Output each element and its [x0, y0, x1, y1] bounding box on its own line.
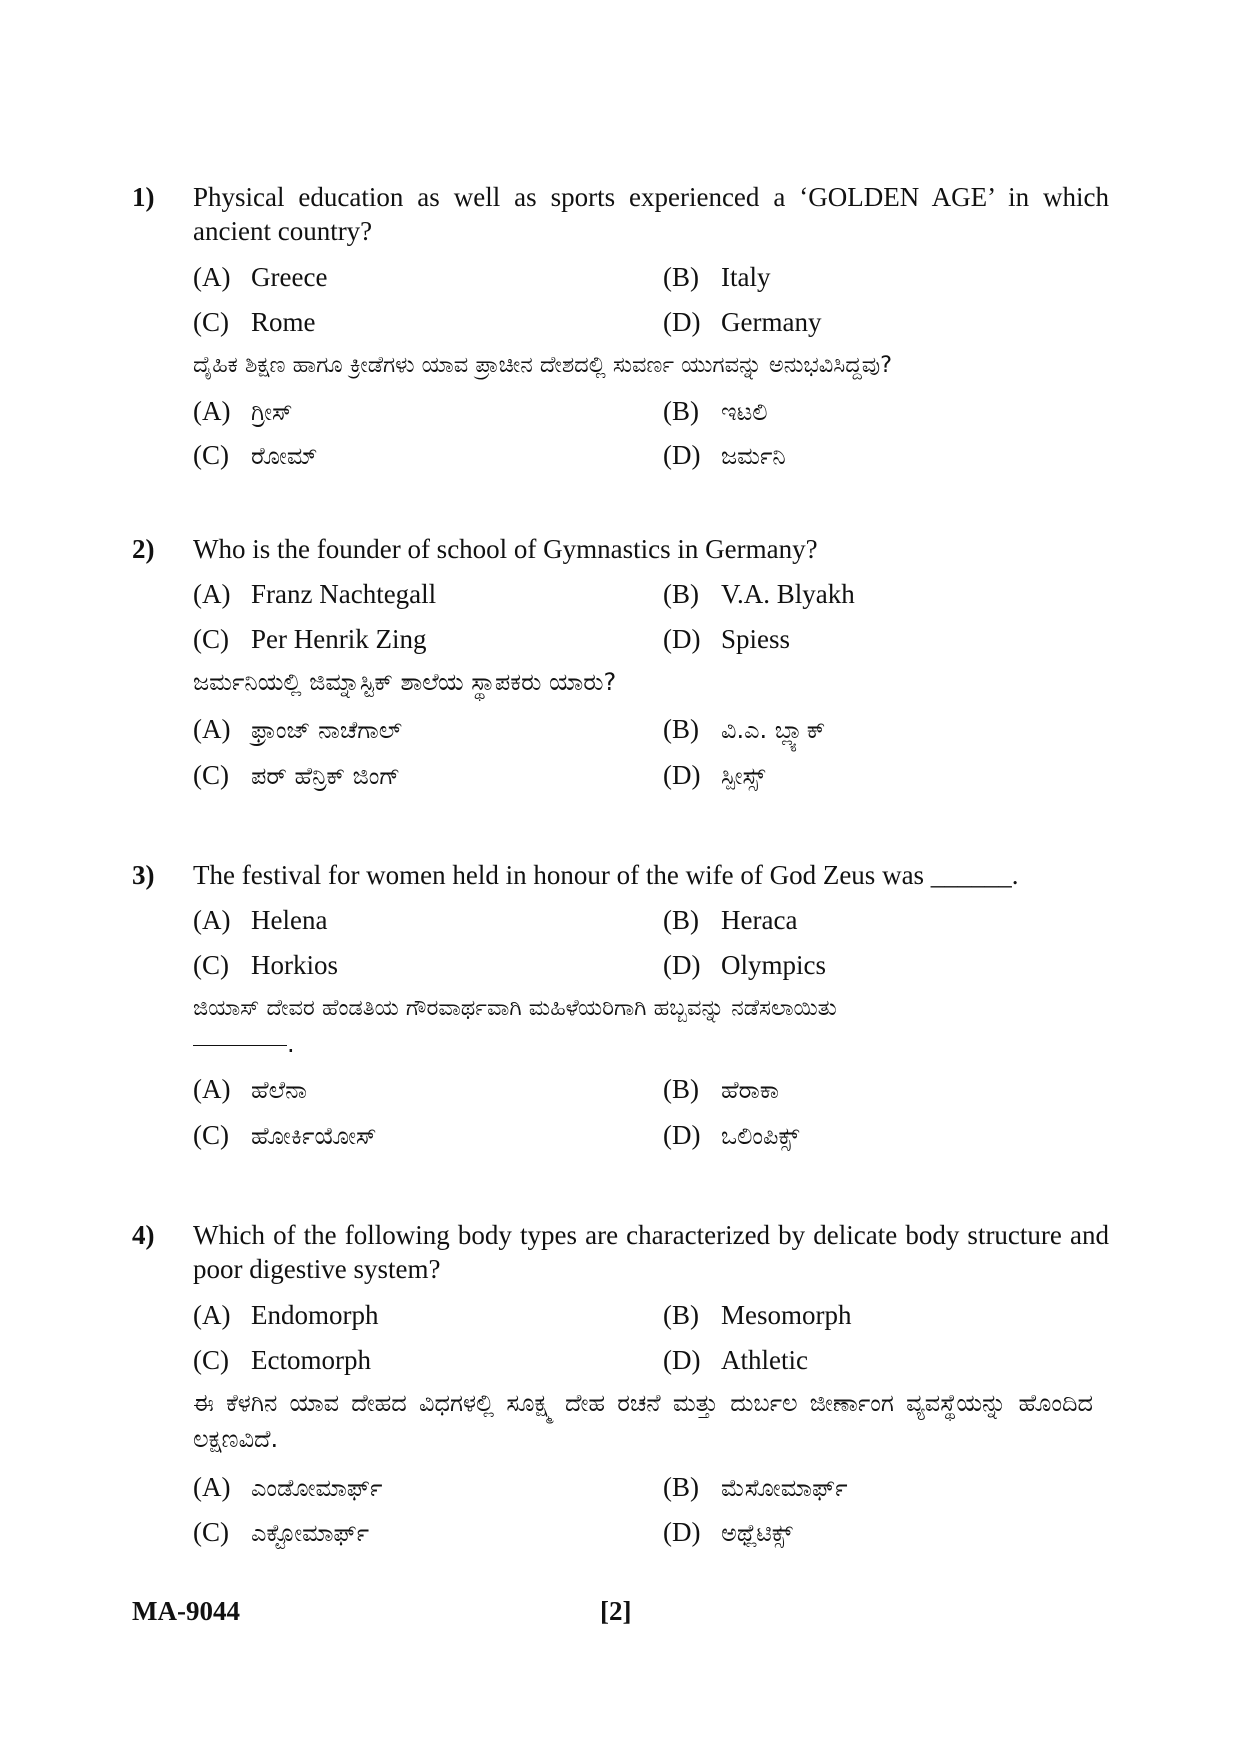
- page-number: [2]: [600, 1596, 632, 1626]
- question-number: 1): [132, 182, 155, 212]
- question-text-kannada: ಈ ಕೆಳಗಿನ ಯಾವ ದೇಹದ ವಿಧಗಳಲ್ಲಿ ಸೂಕ್ಷ್ಮ ದೇಹ ರಚನೆ ಮತ್ತು ದುರ್ಬಲ ಜೀರ್ಣಾಂಗ ವ್ಯವಸ್ಥೆಯನ್ನು ಹೊಂದಿದ ಲಕ್ಷಣವಿದೆ.: [193, 1389, 1093, 1453]
- question-number: 3): [132, 860, 155, 890]
- option-d-kannada: (D) ಒಲಿಂಪಿಕ್ಸ್: [663, 1120, 800, 1150]
- option-a-kannada: (A) ಎಂಡೋಮಾರ್ಫ್: [193, 1472, 383, 1502]
- option-d: (D) Athletic: [663, 1345, 808, 1375]
- question-number: 4): [132, 1220, 155, 1250]
- question-number: 2): [132, 534, 155, 564]
- option-b: (B) Italy: [663, 262, 771, 292]
- option-d: (D) Olympics: [663, 950, 826, 980]
- option-b: (B) V.A. Blyakh: [663, 579, 855, 609]
- option-c-kannada: (C) ಎಕ್ಟೋಮಾರ್ಫ್: [193, 1517, 370, 1547]
- option-a: (A) Endomorph: [193, 1300, 379, 1330]
- option-d: (D) Spiess: [663, 624, 791, 654]
- option-a: (A) Helena: [193, 905, 328, 935]
- question-text-kannada: ಜಿಯಾಸ್ ದೇವರ ಹೆಂಡತಿಯ ಗೌರವಾರ್ಥವಾಗಿ ಮಹಿಳೆಯರಿಗಾಗಿ ಹಬ್ಬವನ್ನು ನಡೆಸಲಾಯಿತು: [193, 995, 837, 1021]
- option-b-kannada: (B) ಮೆಸೋಮಾರ್ಫ್: [663, 1472, 848, 1502]
- option-d-kannada: (D) ಜರ್ಮನಿ: [663, 440, 786, 470]
- option-d-kannada: (D) ಅಥ್ಲೆಟಿಕ್ಸ್: [663, 1517, 793, 1547]
- option-c-kannada: (C) ರೋಮ್: [193, 440, 318, 470]
- question-text-english: Which of the following body types are characterized by delicate body structure and poor digestive system?: [193, 1220, 1109, 1284]
- option-c-kannada: (C) ಪರ್ ಹೆನ್ರಿಕ್ ಜಿಂಗ್: [193, 760, 401, 790]
- question-text-english: The festival for women held in honour of the wife of God Zeus was ______.: [193, 860, 1019, 890]
- option-b: (B) Mesomorph: [663, 1300, 852, 1330]
- kannada-answer-blank: .: [193, 1026, 1109, 1062]
- option-c-kannada: (C) ಹೋರ್ಕಿಯೋಸ್: [193, 1120, 377, 1150]
- option-c: (C) Rome: [193, 307, 316, 337]
- option-b: (B) Heraca: [663, 905, 798, 935]
- blank-line: [193, 1044, 287, 1046]
- option-c: (C) Horkios: [193, 950, 338, 980]
- option-d-kannada: (D) ಸ್ಪೀಸ್ಸ್: [663, 760, 766, 790]
- option-a-kannada: (A) ಹೆಲೆನಾ: [193, 1074, 307, 1104]
- question-text-kannada: ದೈಹಿಕ ಶಿಕ್ಷಣ ಹಾಗೂ ಕ್ರೀಡೆಗಳು ಯಾವ ಪ್ರಾಚೀನ ದೇಶದಲ್ಲಿ ಸುವರ್ಣ ಯುಗವನ್ನು ಅನುಭವಿಸಿದ್ದವು?: [193, 352, 893, 378]
- option-a-kannada: (A) ಗ್ರೀಸ್: [193, 396, 293, 426]
- option-a: (A) Greece: [193, 262, 328, 292]
- option-c: (C) Per Henrik Zing: [193, 624, 427, 654]
- question-text-english: Physical education as well as sports experienced a ‘GOLDEN AGE’ in which ancient country?: [193, 182, 1109, 246]
- option-d: (D) Germany: [663, 307, 822, 337]
- paper-code: MA-9044: [132, 1596, 240, 1626]
- option-c: (C) Ectomorph: [193, 1345, 371, 1375]
- option-a-kannada: (A) ಫ್ರಾಂಜ್ ನಾಚೆಗಾಲ್: [193, 714, 403, 744]
- option-b-kannada: (B) ವಿ.ಎ. ಬ್ಲ್ಯಾಕ್: [663, 714, 826, 744]
- question-text-kannada: ಜರ್ಮನಿಯಲ್ಲಿ ಜಿಮ್ನಾಸ್ಟಿಕ್ ಶಾಲೆಯ ಸ್ಥಾಪಕರು ಯಾರು?: [193, 668, 617, 696]
- option-b-kannada: (B) ಇಟಲಿ: [663, 396, 768, 426]
- option-b-kannada: (B) ಹೆರಾಕಾ: [663, 1074, 780, 1104]
- question-text-english: Who is the founder of school of Gymnastics in Germany?: [193, 534, 818, 564]
- option-a: (A) Franz Nachtegall: [193, 579, 437, 609]
